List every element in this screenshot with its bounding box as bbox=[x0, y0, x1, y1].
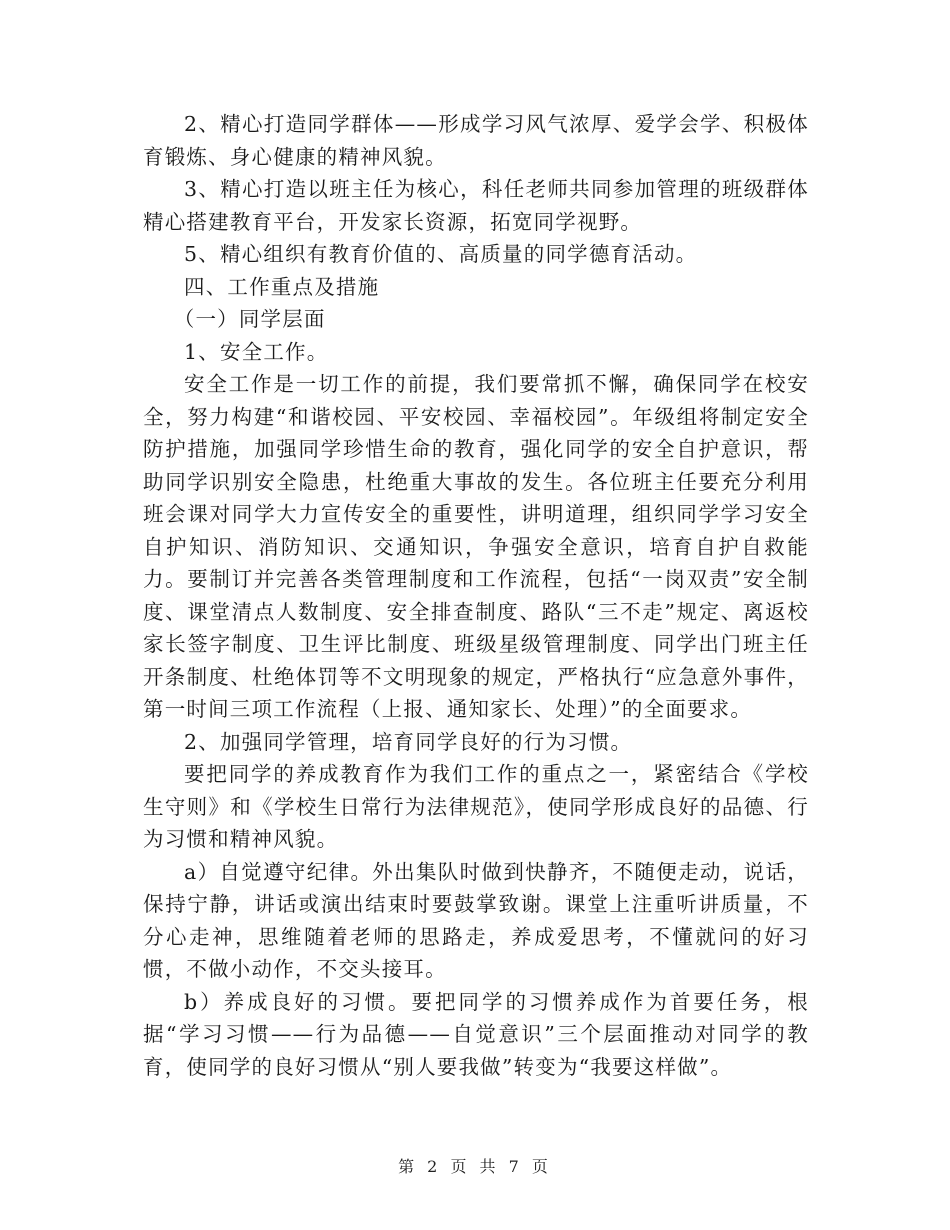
paragraph-safety: 安全工作是一切工作的前提，我们要常抓不懈，确保同学在校安全，努力构建“和谐校园、平安校园、幸福校园”。年级组将制定安全防护措施，加强同学珍惜生命的教育，强化同学的安全自护意识，帮助同学识别安全隐患，杜绝重大事故的发生。各位班主任要充分利用班会课对同学大力宣传安全的重要性，讲明道理，组织同学学习安全自护知识、消防知识、交通知识，争强安全意识，培育自护自救能力。要制订并完善各类管理制度和工作流程，包括“一岗双责”安全制度、课堂清点人数制度、安全排查制度、路队“三不走”规定、离返校家长签字制度、卫生评比制度、班级星级管理制度、同学出门班主任开条制度、杜绝体罚等不文明现象的规定，严格执行“应急意外事件，第一时间三项工作流程（上报、通知家长、处理）”的全面要求。 bbox=[143, 372, 809, 721]
paragraph-management: 要把同学的养成教育作为我们工作的重点之一，紧密结合《学校生守则》和《学校生日常行为法律规范》，使同学形成良好的品德、行为习惯和精神风貌。 bbox=[143, 762, 809, 851]
paragraph-goal-3: 3、精心打造以班主任为核心，科任老师共同参加管理的班级群体精心搭建教育平台，开发家长资源，拓宽同学视野。 bbox=[143, 177, 809, 234]
item-heading-safety: 1、安全工作。 bbox=[184, 339, 329, 364]
paragraph-discipline: a）自觉遵守纪律。外出集队时做到快静齐，不随便走动，说话，保持宁静，讲话或演出结束时要鼓掌致谢。课堂上注重听讲质量，不分心走神，思维随着老师的思路走，养成爱思考，不懂就问的好习惯，不做小动作，不交头接耳。 bbox=[143, 859, 809, 981]
page-number-footer: 第 2 页 共 7 页 bbox=[398, 1157, 552, 1176]
paragraph-goal-5: 5、精心组织有教育价值的、高质量的同学德育活动。 bbox=[184, 242, 698, 266]
paragraph-goal-2: 2、精心打造同学群体——形成学习风气浓厚、爱学会学、积极体育锻炼、身心健康的精神风貌。 bbox=[143, 112, 809, 169]
subsection-heading-students: （一）同学层面 bbox=[173, 307, 326, 331]
paragraph-habits: b）养成良好的习惯。要把同学的习惯养成作为首要任务，根据“学习习惯——行为品德——自觉意识”三个层面推动对同学的教育，使同学的良好习惯从“别人要我做”转变为“我要这样做”。 bbox=[143, 989, 809, 1079]
document-body bbox=[143, 108, 809, 1083]
section-heading-measures: 四、工作重点及措施 bbox=[184, 274, 380, 299]
item-heading-management: 2、加强同学管理，培育同学良好的行为习惯。 bbox=[184, 729, 633, 754]
